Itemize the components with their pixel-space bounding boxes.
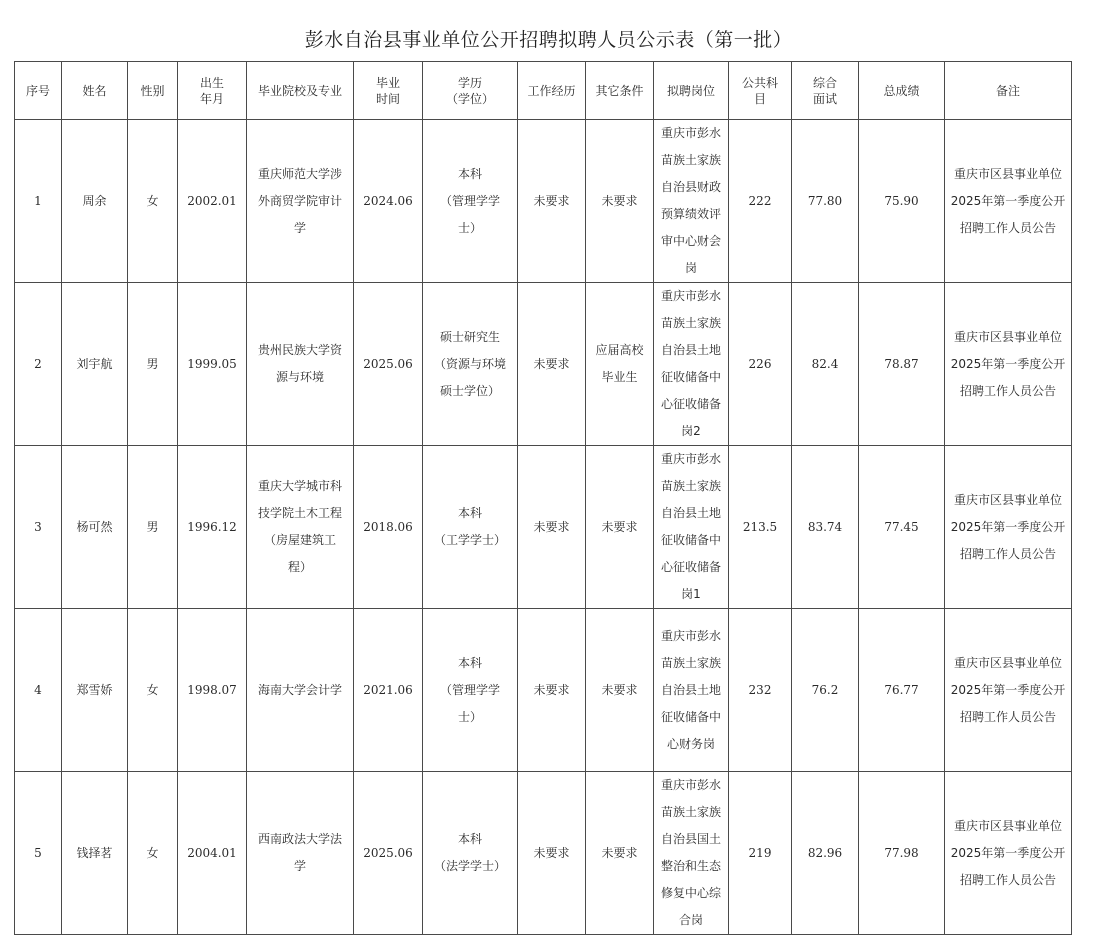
- cell-no: 5: [15, 772, 62, 935]
- cell-name: 郑雪娇: [62, 609, 128, 772]
- header-degree: 学历 （学位）: [423, 62, 518, 120]
- cell-interview-score: 82.96: [792, 772, 859, 935]
- header-birth: 出生 年月: [178, 62, 247, 120]
- header-total-score: 总成绩: [859, 62, 945, 120]
- cell-birth: 1996.12: [178, 446, 247, 609]
- cell-degree: 本科 （管理学学 士）: [423, 120, 518, 283]
- cell-other: 未要求: [586, 772, 654, 935]
- cell-public-score: 219: [729, 772, 792, 935]
- cell-name: 周余: [62, 120, 128, 283]
- cell-grad-time: 2025.06: [354, 772, 423, 935]
- cell-interview-score: 82.4: [792, 283, 859, 446]
- cell-degree: 本科 （管理学学 士）: [423, 609, 518, 772]
- cell-experience: 未要求: [518, 283, 586, 446]
- cell-name: 钱择茗: [62, 772, 128, 935]
- header-school: 毕业院校及专业: [247, 62, 354, 120]
- header-position: 拟聘岗位: [654, 62, 729, 120]
- header-no: 序号: [15, 62, 62, 120]
- cell-other: 未要求: [586, 120, 654, 283]
- cell-total-score: 77.98: [859, 772, 945, 935]
- cell-school: 重庆师范大学涉 外商贸学院审计 学: [247, 120, 354, 283]
- cell-grad-time: 2021.06: [354, 609, 423, 772]
- cell-gender: 女: [128, 120, 178, 283]
- header-interview-score: 综合 面试: [792, 62, 859, 120]
- cell-birth: 2002.01: [178, 120, 247, 283]
- cell-degree: 硕士研究生 （资源与环境 硕士学位）: [423, 283, 518, 446]
- cell-position: 重庆市彭水 苗族土家族 自治县土地 征收储备中 心征收储备 岗1: [654, 446, 729, 609]
- cell-experience: 未要求: [518, 772, 586, 935]
- cell-total-score: 78.87: [859, 283, 945, 446]
- cell-note: 重庆市区县事业单位 2025年第一季度公开 招聘工作人员公告: [945, 609, 1072, 772]
- cell-name: 刘宇航: [62, 283, 128, 446]
- page-title: 彭水自治县事业单位公开招聘拟聘人员公示表（第一批）: [304, 29, 793, 51]
- cell-experience: 未要求: [518, 446, 586, 609]
- cell-interview-score: 77.80: [792, 120, 859, 283]
- cell-gender: 女: [128, 609, 178, 772]
- cell-other: 未要求: [586, 609, 654, 772]
- cell-interview-score: 83.74: [792, 446, 859, 609]
- cell-note: 重庆市区县事业单位 2025年第一季度公开 招聘工作人员公告: [945, 446, 1072, 609]
- cell-gender: 女: [128, 772, 178, 935]
- cell-school: 海南大学会计学: [247, 609, 354, 772]
- cell-no: 1: [15, 120, 62, 283]
- cell-school: 贵州民族大学资 源与环境: [247, 283, 354, 446]
- cell-other: 应届高校 毕业生: [586, 283, 654, 446]
- cell-degree: 本科 （法学学士）: [423, 772, 518, 935]
- table-row: [15, 446, 1072, 609]
- table-row: [15, 120, 1072, 283]
- cell-public-score: 226: [729, 283, 792, 446]
- cell-interview-score: 76.2: [792, 609, 859, 772]
- cell-no: 4: [15, 609, 62, 772]
- cell-degree: 本科 （工学学士）: [423, 446, 518, 609]
- cell-total-score: 77.45: [859, 446, 945, 609]
- cell-public-score: 222: [729, 120, 792, 283]
- cell-no: 3: [15, 446, 62, 609]
- header-gender: 性别: [128, 62, 178, 120]
- cell-position: 重庆市彭水 苗族土家族 自治县土地 征收储备中 心财务岗: [654, 609, 729, 772]
- cell-note: 重庆市区县事业单位 2025年第一季度公开 招聘工作人员公告: [945, 772, 1072, 935]
- cell-position: 重庆市彭水 苗族土家族 自治县土地 征收储备中 心征收储备 岗2: [654, 283, 729, 446]
- cell-grad-time: 2018.06: [354, 446, 423, 609]
- table-row: [15, 283, 1072, 446]
- cell-gender: 男: [128, 446, 178, 609]
- hiring-table: [14, 61, 1072, 935]
- cell-birth: 2004.01: [178, 772, 247, 935]
- header-note: 备注: [945, 62, 1072, 120]
- cell-public-score: 213.5: [729, 446, 792, 609]
- cell-name: 杨可然: [62, 446, 128, 609]
- table-row: [15, 609, 1072, 772]
- cell-other: 未要求: [586, 446, 654, 609]
- cell-experience: 未要求: [518, 609, 586, 772]
- cell-total-score: 76.77: [859, 609, 945, 772]
- cell-note: 重庆市区县事业单位 2025年第一季度公开 招聘工作人员公告: [945, 283, 1072, 446]
- header-name: 姓名: [62, 62, 128, 120]
- cell-position: 重庆市彭水 苗族土家族 自治县财政 预算绩效评 审中心财会 岗: [654, 120, 729, 283]
- cell-grad-time: 2025.06: [354, 283, 423, 446]
- cell-grad-time: 2024.06: [354, 120, 423, 283]
- cell-total-score: 75.90: [859, 120, 945, 283]
- cell-position: 重庆市彭水 苗族土家族 自治县国土 整治和生态 修复中心综 合岗: [654, 772, 729, 935]
- cell-birth: 1999.05: [178, 283, 247, 446]
- cell-experience: 未要求: [518, 120, 586, 283]
- table-row: [15, 772, 1072, 935]
- cell-school: 西南政法大学法 学: [247, 772, 354, 935]
- cell-note: 重庆市区县事业单位 2025年第一季度公开 招聘工作人员公告: [945, 120, 1072, 283]
- header-public-score: 公共科 目: [729, 62, 792, 120]
- header-other: 其它条件: [586, 62, 654, 120]
- cell-no: 2: [15, 283, 62, 446]
- table-header-row: [15, 62, 1072, 120]
- cell-birth: 1998.07: [178, 609, 247, 772]
- cell-public-score: 232: [729, 609, 792, 772]
- cell-gender: 男: [128, 283, 178, 446]
- cell-school: 重庆大学城市科 技学院土木工程 （房屋建筑工 程）: [247, 446, 354, 609]
- header-grad-time: 毕业 时间: [354, 62, 423, 120]
- header-experience: 工作经历: [518, 62, 586, 120]
